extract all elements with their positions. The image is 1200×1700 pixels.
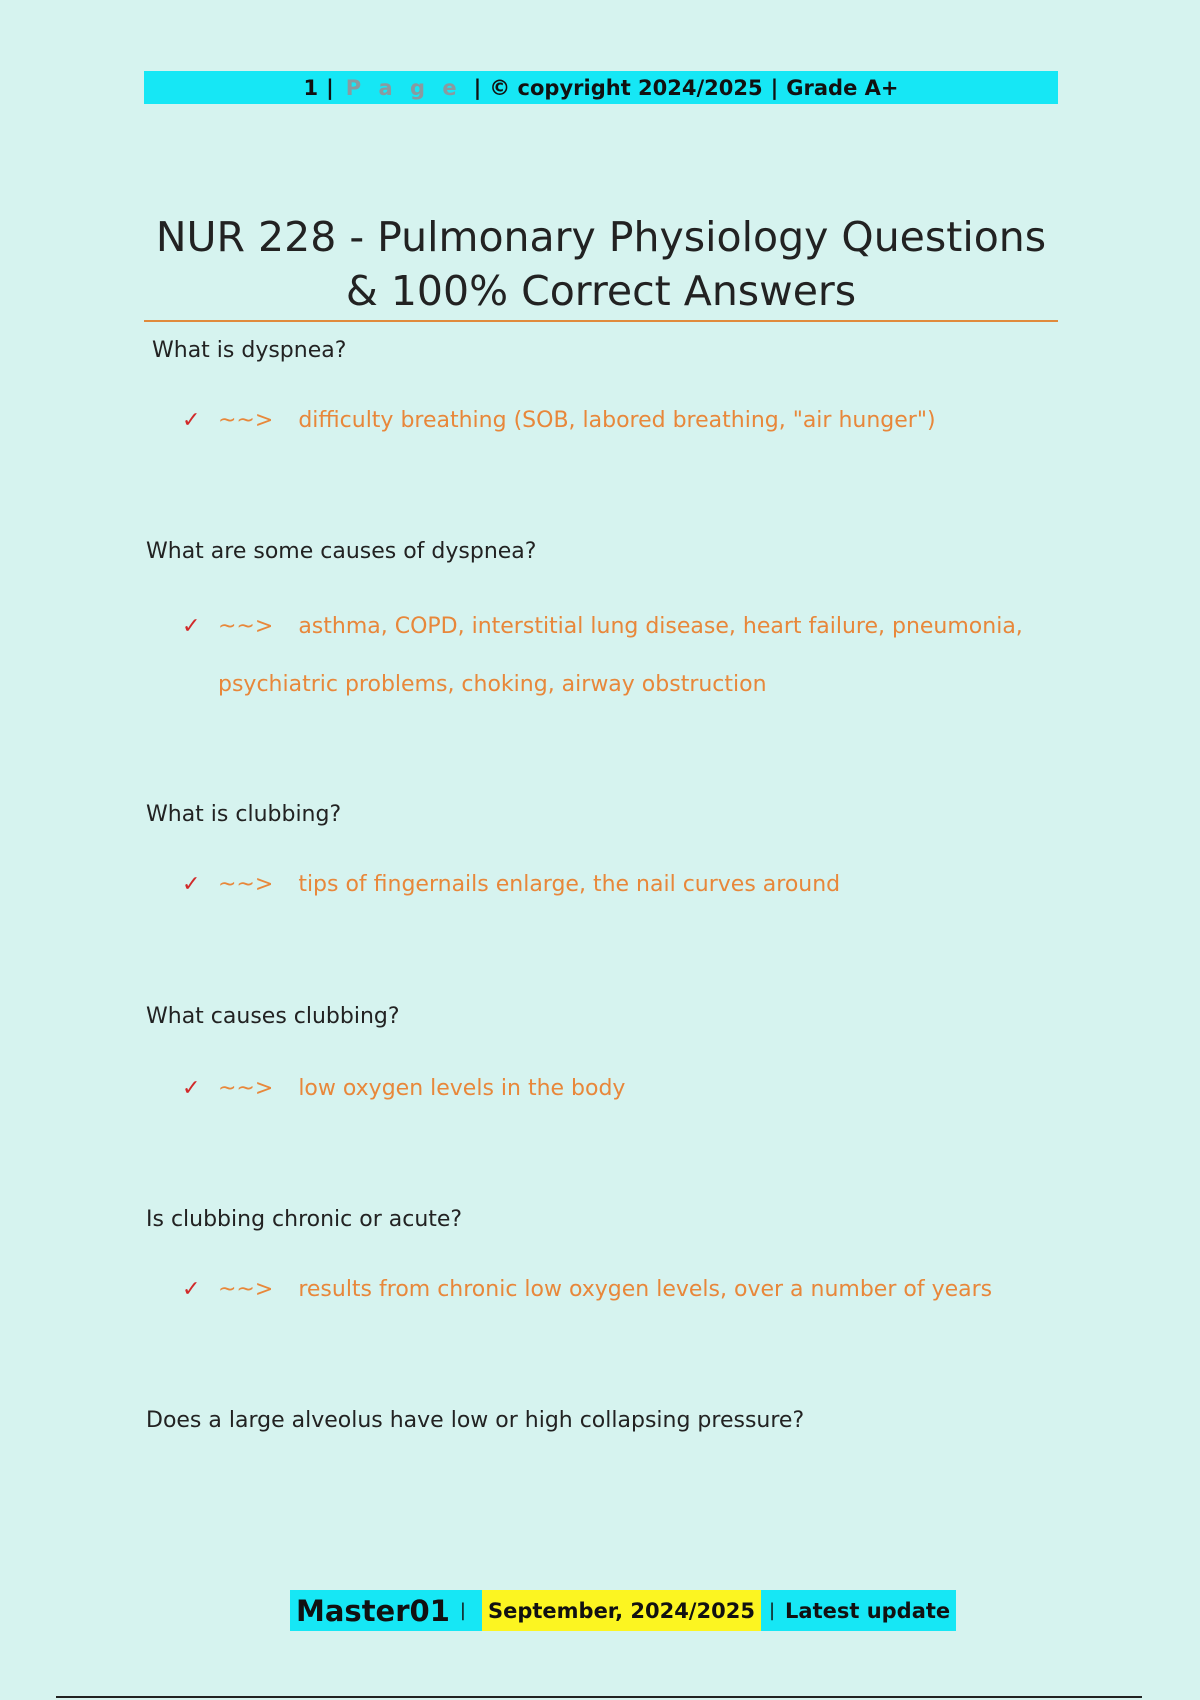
question-text: Does a large alveolus have low or high collapsing pressure?: [146, 1408, 805, 1433]
page-word: P a g e: [345, 75, 462, 100]
answer-text: asthma, COPD, interstitial lung disease, heart failure, pneumonia, psychiatric problems, choking, airway obstruction: [218, 614, 1023, 697]
title-underline: [144, 320, 1058, 322]
arrow-marker: ~~>: [218, 1277, 274, 1302]
qa-item: [146, 1205, 1066, 1319]
arrow-marker: ~~>: [218, 408, 274, 433]
header-separator: |: [326, 75, 334, 100]
header-separator: |: [473, 75, 482, 100]
footer-brand-segment: [290, 1590, 482, 1631]
answer-block: [146, 856, 1066, 914]
footer-strip: [290, 1590, 956, 1631]
question-text: What is dyspnea?: [152, 338, 347, 363]
answer-text: results from chronic low oxygen levels, over a number of years: [298, 1277, 993, 1302]
qa-item: [152, 336, 1072, 450]
footer-date-segment: [482, 1590, 761, 1631]
title-line-2: & 100% Correct Answers: [345, 267, 857, 315]
question-text: What causes clubbing?: [146, 1004, 400, 1029]
question-text: Is clubbing chronic or acute?: [146, 1207, 463, 1232]
bottom-rule: [56, 1696, 1142, 1698]
checkmark-icon: ✓: [182, 408, 201, 433]
copyright-text: © copyright 2024/2025: [489, 75, 763, 100]
arrow-marker: ~~>: [218, 1076, 274, 1101]
qa-item: [146, 1406, 1066, 1436]
qa-item: [146, 800, 1066, 914]
footer-date: September, 2024/2025: [487, 1598, 755, 1623]
answer-block: [146, 1261, 1066, 1319]
title-line-1: NUR 228 - Pulmonary Physiology Questions: [155, 213, 1047, 261]
qa-item: [146, 537, 1066, 714]
footer-separator: |: [459, 1600, 466, 1621]
question-text: What are some causes of dyspnea?: [146, 539, 537, 564]
grade-text: Grade A+: [786, 75, 899, 100]
checkmark-icon: ✓: [182, 1076, 201, 1101]
arrow-marker: ~~>: [218, 614, 274, 639]
checkmark-icon: ✓: [182, 614, 201, 639]
footer-update: Latest update: [785, 1598, 951, 1623]
question-text: What is clubbing?: [146, 802, 342, 827]
answer-text: tips of fingernails enlarge, the nail curves around: [298, 872, 841, 897]
answer-block: [146, 1060, 1066, 1118]
checkmark-icon: ✓: [182, 872, 201, 897]
checkmark-icon: ✓: [182, 1277, 201, 1302]
answer-block: [146, 598, 1068, 714]
footer-brand: Master01: [296, 1593, 450, 1628]
footer-update-segment: [761, 1590, 956, 1631]
page-number: 1: [303, 75, 319, 100]
arrow-marker: ~~>: [218, 872, 274, 897]
answer-text: difficulty breathing (SOB, labored breathing, "air hunger"): [298, 408, 936, 433]
page-header-bar: [144, 71, 1058, 104]
qa-item: [146, 1002, 1066, 1118]
document-title: [144, 210, 1058, 318]
footer-separator: |: [768, 1600, 776, 1621]
answer-block: [152, 392, 1072, 450]
answer-text: low oxygen levels in the body: [298, 1076, 626, 1101]
header-separator: |: [770, 75, 779, 100]
